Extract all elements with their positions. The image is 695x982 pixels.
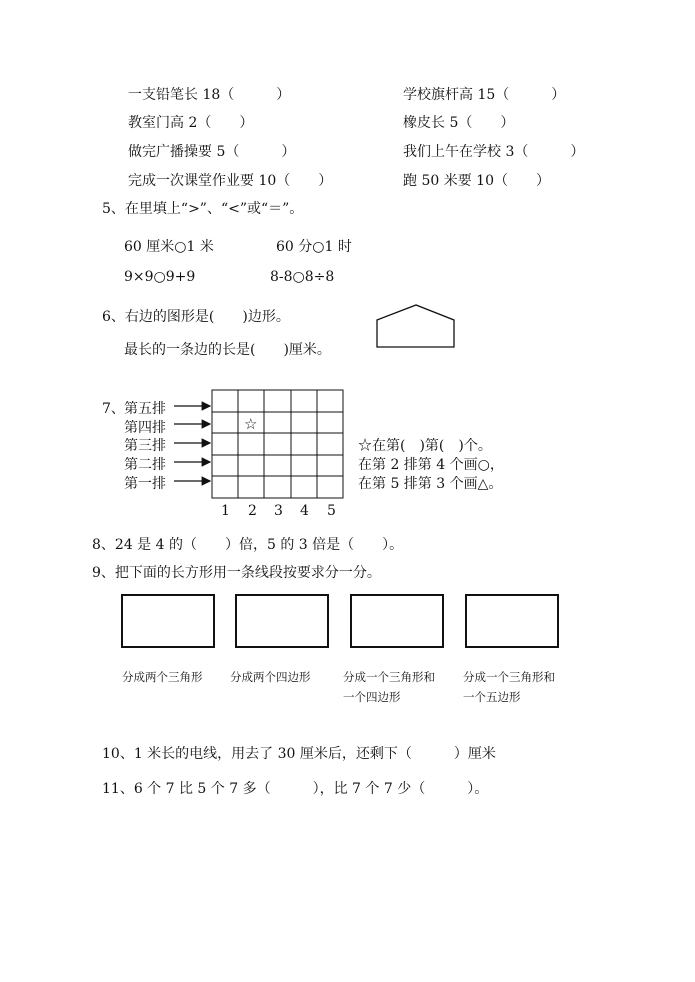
q4-left-item-3: 做完广播操要 5（ ） [128, 144, 296, 160]
pentagon-figure [374, 302, 458, 350]
q7-row-label-3: 第三排 [124, 438, 166, 454]
q5-compare-2: 60 分○1 时 [276, 239, 352, 255]
rectangle-2 [236, 595, 328, 647]
q4-left-item-2: 教室门高 2（ ） [128, 115, 254, 131]
q5-compare-4: 8-8○8÷8 [270, 269, 335, 285]
q9-caption-3-line-2: 一个四边形 [343, 690, 401, 704]
q7-row-label-1: 第一排 [124, 476, 166, 492]
q7-col-label-4: 4 [300, 503, 309, 519]
q7-number: 7、 [102, 401, 125, 417]
q4-right-item-3: 我们上午在学校 3（ ） [403, 144, 585, 160]
q7-row-label-5: 第五排 [124, 401, 166, 417]
q6-line-1: 6、右边的图形是( )边形。 [102, 309, 290, 325]
q10-text: 10、1 米长的电线，用去了 30 厘米后，还剩下（ ）厘米 [102, 746, 496, 762]
q9-rectangles [118, 592, 564, 652]
q9-caption-1: 分成两个三角形 [122, 670, 203, 684]
q7-row-label-4: 第四排 [124, 420, 166, 436]
q7-question-1: ☆在第( )第( )个。 [358, 438, 492, 454]
q9-caption-4-line-2: 一个五边形 [463, 690, 521, 704]
q7-col-label-5: 5 [327, 503, 336, 519]
q4-left-item-4: 完成一次课堂作业要 10（ ） [128, 173, 333, 189]
q9-caption-4-line-1: 分成一个三角形和 [463, 670, 555, 684]
rectangle-1 [122, 595, 214, 647]
q4-right-item-4: 跑 50 米要 10（ ） [403, 173, 550, 189]
q7-question-3: 在第 5 排第 3 个画△。 [358, 476, 503, 492]
q9-caption-3-line-1: 分成一个三角形和 [343, 670, 435, 684]
star-icon: ☆ [244, 415, 258, 433]
seat-grid [212, 390, 343, 498]
q4-right-item-2: 橡皮长 5（ ） [403, 115, 515, 131]
q4-left-item-1: 一支铅笔长 18（ ） [128, 87, 291, 103]
q7-col-label-1: 1 [221, 503, 230, 519]
q9-caption-2: 分成两个四边形 [230, 670, 311, 684]
q6-line-2: 最长的一条边的长是( )厘米。 [124, 342, 331, 358]
q7-col-label-2: 2 [248, 503, 257, 519]
rectangle-4 [466, 595, 558, 647]
q4-right-item-1: 学校旗杆高 15（ ） [403, 87, 566, 103]
q5-compare-1: 60 厘米○1 米 [124, 239, 214, 255]
q7-question-2: 在第 2 排第 4 个画○， [358, 457, 504, 473]
q11-text: 11、6 个 7 比 5 个 7 多（ ），比 7 个 7 少（ ）。 [102, 781, 489, 797]
rectangle-3 [351, 595, 443, 647]
q9-title: 9、把下面的长方形用一条线段按要求分一分。 [92, 565, 381, 581]
q5-compare-3: 9×9○9+9 [124, 269, 196, 285]
q7-col-label-3: 3 [274, 503, 283, 519]
q7-arrows-and-grid [172, 388, 352, 500]
q5-title: 5、在里填上“>”、“<”或“＝”。 [102, 201, 304, 217]
q7-row-label-2: 第二排 [124, 457, 166, 473]
q8-text: 8、24 是 4 的（ ）倍，5 的 3 倍是（ ）。 [92, 537, 404, 553]
row-arrows [174, 406, 210, 481]
